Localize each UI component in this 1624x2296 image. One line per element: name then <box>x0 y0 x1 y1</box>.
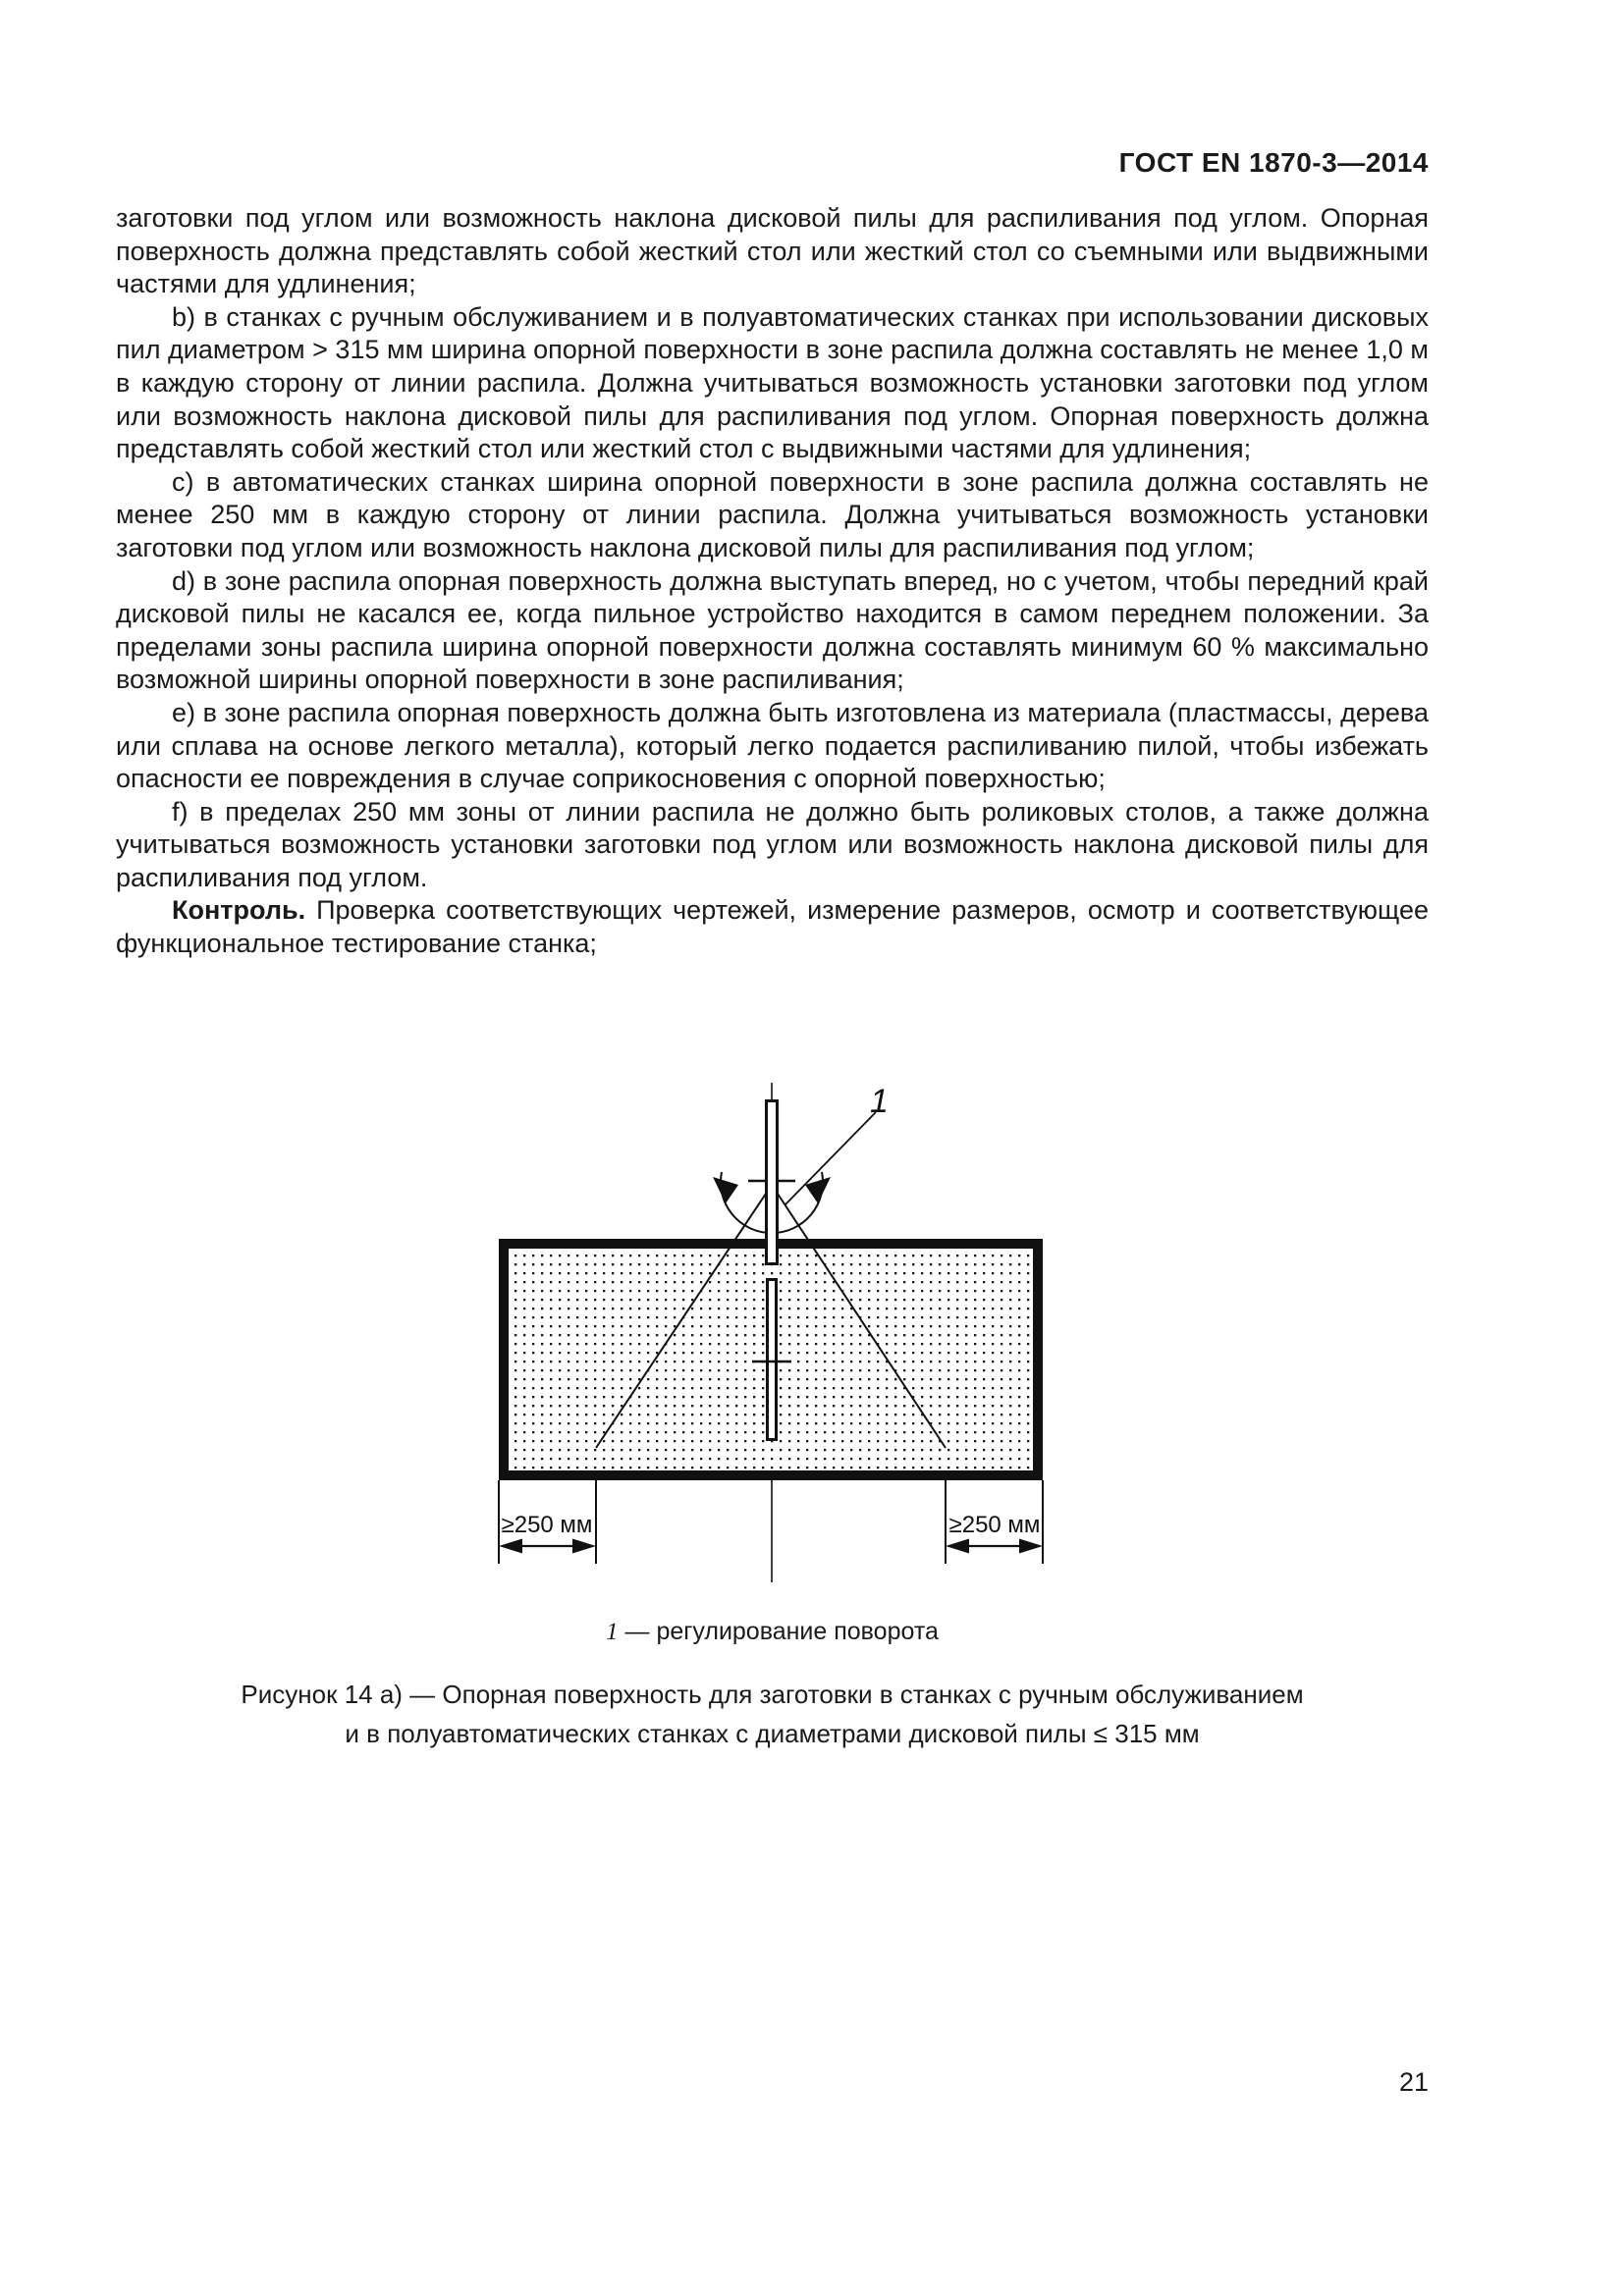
blade-slot <box>768 1280 777 1440</box>
paragraph-continuation: заготовки под углом или возможность наклона дисковой пилы для распиливания под углом. Опорная поверхность должна представлять собой жесткий стол или жесткий стол со съемными или выдвижными частями для удлинения; <box>116 203 1429 299</box>
dimension-arrow-icon <box>499 1539 522 1554</box>
figure-caption <box>116 1675 1429 1753</box>
paragraph-control <box>116 894 1429 960</box>
dimension-label-left: ≥250 мм <box>501 1512 593 1538</box>
page-number: 21 <box>1398 2067 1429 2097</box>
figure-14a-diagram <box>432 1075 1139 1595</box>
dimension-arrow-icon <box>946 1539 969 1554</box>
dimension-label-right: ≥250 мм <box>948 1512 1041 1538</box>
control-lead: Контроль. <box>172 895 306 926</box>
legend-text: — регулирование поворота <box>624 1618 939 1645</box>
paragraph-item-f: f) в пределах 250 мм зоны от линии распила не должно быть роликовых столов, а также должна учитываться возможность установки заготовки под углом или возможность наклона дисковой пилы для распиливания под углом. <box>116 796 1429 892</box>
rotation-arrow-left-icon <box>713 1177 738 1203</box>
control-text: Проверка соответствующих чертежей, измерение размеров, осмотр и соответствующее функциональное тестирование станка; <box>116 895 1429 959</box>
paragraph-item-e: e) в зоне распила опорная поверхность должна быть изготовлена из материала (пластмассы, дерева или сплава на основе легкого металла), который легко подается распиливанию пилой, чтобы избежать опасности ее повреждения в случае соприкосновения с опорной поверхностью; <box>116 697 1429 794</box>
callout-leader-line <box>785 1112 876 1204</box>
document-standard-header: ГОСТ EN 1870-3—2014 <box>1118 147 1429 178</box>
paragraph-item-c: c) в автоматических станках ширина опорной поверхности в зоне распила должна составлять не менее 250 мм в каждую сторону от линии распила. Должна учитываться возможность установки заготовки под углом или возможность наклона дисковой пилы для распиливания под углом; <box>116 466 1429 562</box>
dimension-arrow-icon <box>572 1539 596 1554</box>
figure-caption-line1: Рисунок 14 а) — Опорная поверхность для заготовки в станках с ручным обслуживанием <box>241 1680 1304 1709</box>
saw-blade <box>767 1101 778 1264</box>
legend-ref-number: 1 <box>606 1619 619 1645</box>
paragraph-item-d: d) в зоне распила опорная поверхность должна выступать вперед, но с учетом, чтобы передний край дисковой пилы не касался ее, когда пильное устройство находится в самом переднем положении. За пределами зоны распила ширина опорной поверхности должна составлять минимум 60 % максимально возможной ширины опорной поверхности в зоне распиливания; <box>116 565 1429 695</box>
figure-caption-line2: и в полуавтоматических станках с диаметрами дисковой пилы ≤ 315 мм <box>345 1719 1200 1748</box>
paragraph-item-b: b) в станках с ручным обслуживанием и в полуавтоматических станках при использовании дисковых пил диаметром > 315 мм ширина опорной поверхности в зоне распила должна составлять не менее 1,0 м в каждую сторону от линии распила. Должна учитываться возможность установки заготовки под углом или возможность наклона дисковой пилы для распиливания под углом. Опорная поверхность должна представлять собой жесткий стол или жесткий стол с выдвижными частями для удлинения; <box>116 301 1429 464</box>
callout-label: 1 <box>870 1083 889 1120</box>
dimension-arrow-icon <box>1019 1539 1043 1554</box>
body-text-block <box>116 202 1429 961</box>
figure-legend <box>116 1618 1429 1646</box>
